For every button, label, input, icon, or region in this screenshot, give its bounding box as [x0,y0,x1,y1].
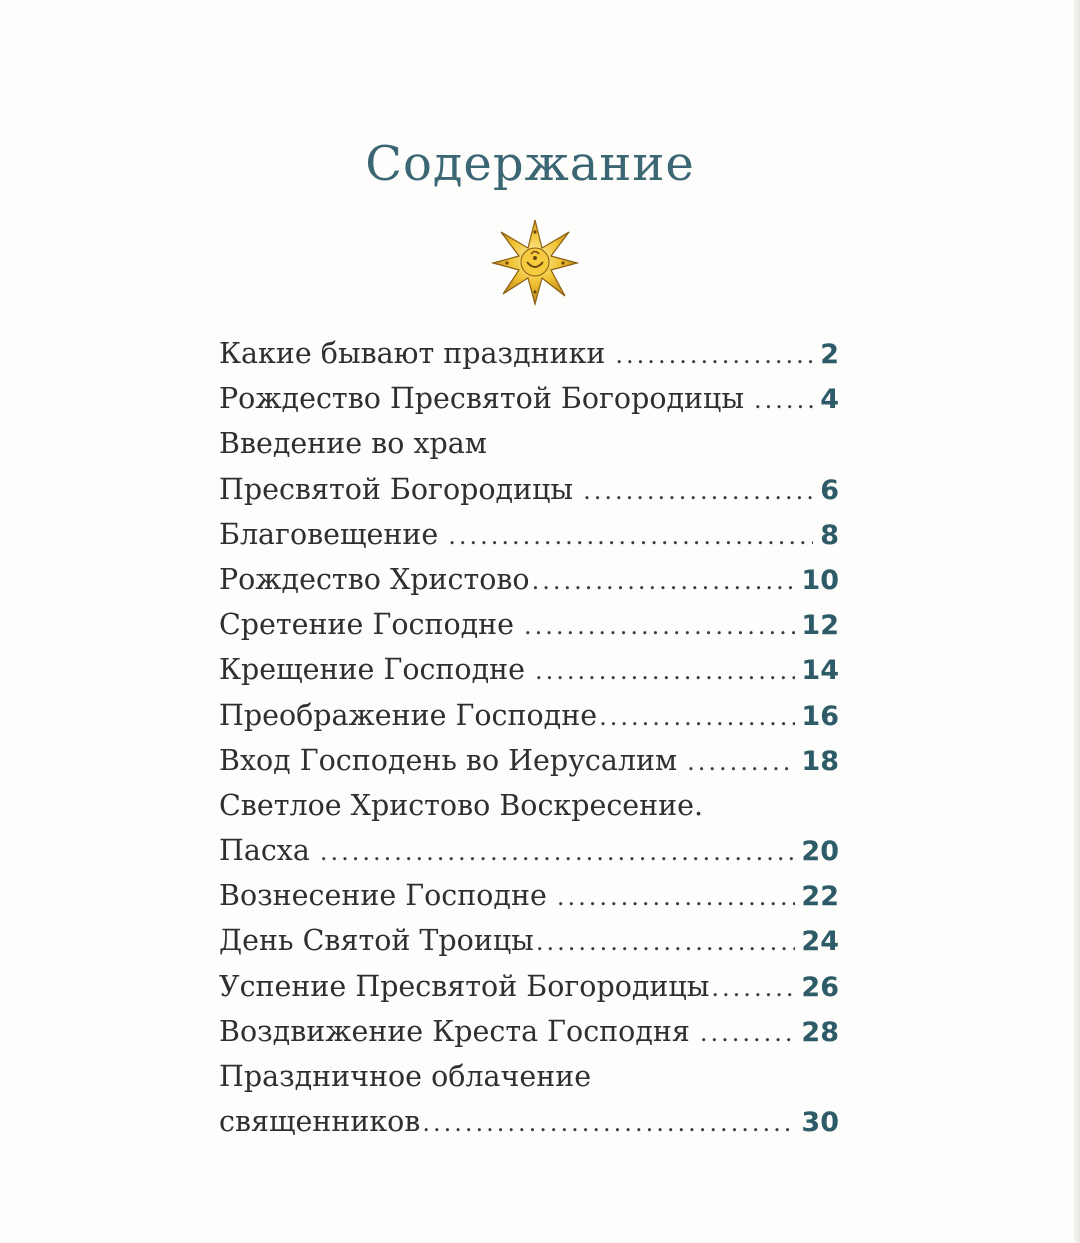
toc-page-number: 18 [801,745,839,777]
page-title: Содержание [365,136,695,192]
toc-entry[interactable] [219,376,839,421]
toc-page-number: 2 [820,339,839,370]
toc-page-number: 26 [801,971,839,1003]
toc-entry-title: Рождество Христово [219,562,530,596]
dot-leader [536,920,796,965]
toc-entry-title: Введение во храм [219,427,487,461]
toc-page-number: 20 [801,836,839,868]
toc-page-number: 22 [801,881,839,913]
dot-leader [754,378,813,423]
toc-entry-title: Вход Господень во Иерусалим [219,743,678,777]
toc-entry-title: Пресвятой Богородицы [219,472,574,506]
toc-entry-title: Крещение Господне [219,653,525,687]
toc-entry-title: Какие бывают праздники [219,337,606,370]
toc-entry-title-first-line[interactable] [219,783,839,828]
toc-entry[interactable] [219,512,839,557]
toc-page-number: 24 [801,926,839,958]
toc-entry-title: Преображение Господне [219,698,598,732]
toc-entry[interactable] [219,738,839,783]
toc-entry-title: Сретение Господне [219,608,515,642]
toc-entry[interactable] [219,331,839,376]
golden-star-icon [491,218,579,306]
table-of-contents [219,331,839,1144]
toc-entry-title: День Святой Троицы [219,924,534,958]
dot-leader [320,830,796,875]
dot-leader [700,1011,796,1056]
page-edge [1074,0,1080,1243]
toc-entry-title: Светлое Христово Воскресение. [219,788,704,822]
dot-leader [557,875,796,920]
dot-leader [448,514,813,559]
toc-page-number: 10 [801,564,839,596]
toc-page-number: 14 [801,655,839,687]
toc-entry[interactable] [219,467,839,512]
toc-page-number: 28 [801,1016,839,1048]
toc-page-number: 12 [801,610,839,642]
dot-leader [615,333,813,378]
toc-entry-title: Рождество Пресвятой Богородицы [219,382,745,416]
toc-page-number: 4 [820,384,839,416]
toc-entry-title: Вознесение Господне [219,879,547,913]
dot-leader [535,649,795,694]
toc-entry-title: Пасха [219,834,310,868]
toc-entry-title: Успение Пресвятой Богородицы [219,969,710,1003]
toc-page-number: 6 [820,474,839,506]
toc-entry[interactable] [219,647,839,692]
toc-entry[interactable] [219,828,839,873]
dot-leader [524,604,795,649]
toc-entry[interactable] [219,1009,839,1054]
dot-leader [422,1101,795,1146]
dot-leader [711,966,795,1011]
dot-leader [532,559,796,604]
toc-entry-title-first-line[interactable] [219,1054,839,1099]
toc-page-number: 16 [801,700,839,732]
toc-entry[interactable] [219,1099,839,1144]
dot-leader [583,469,813,514]
toc-entry-title: Праздничное облачение [219,1060,592,1093]
toc-entry[interactable] [219,693,839,738]
dot-leader [599,695,795,740]
toc-entry-title: священников [219,1105,421,1139]
toc-entry[interactable] [219,918,839,963]
toc-entry[interactable] [219,602,839,647]
toc-entry-title: Благовещение [219,517,439,551]
toc-entry[interactable] [219,873,839,918]
dot-leader [687,740,795,785]
toc-entry-title: Воздвижение Креста Господня [219,1014,690,1048]
toc-page-number: 8 [820,519,839,551]
toc-entry[interactable] [219,557,839,602]
toc-entry-title-first-line[interactable] [219,421,839,466]
toc-entry[interactable] [219,964,839,1009]
toc-page-number: 30 [801,1107,839,1139]
